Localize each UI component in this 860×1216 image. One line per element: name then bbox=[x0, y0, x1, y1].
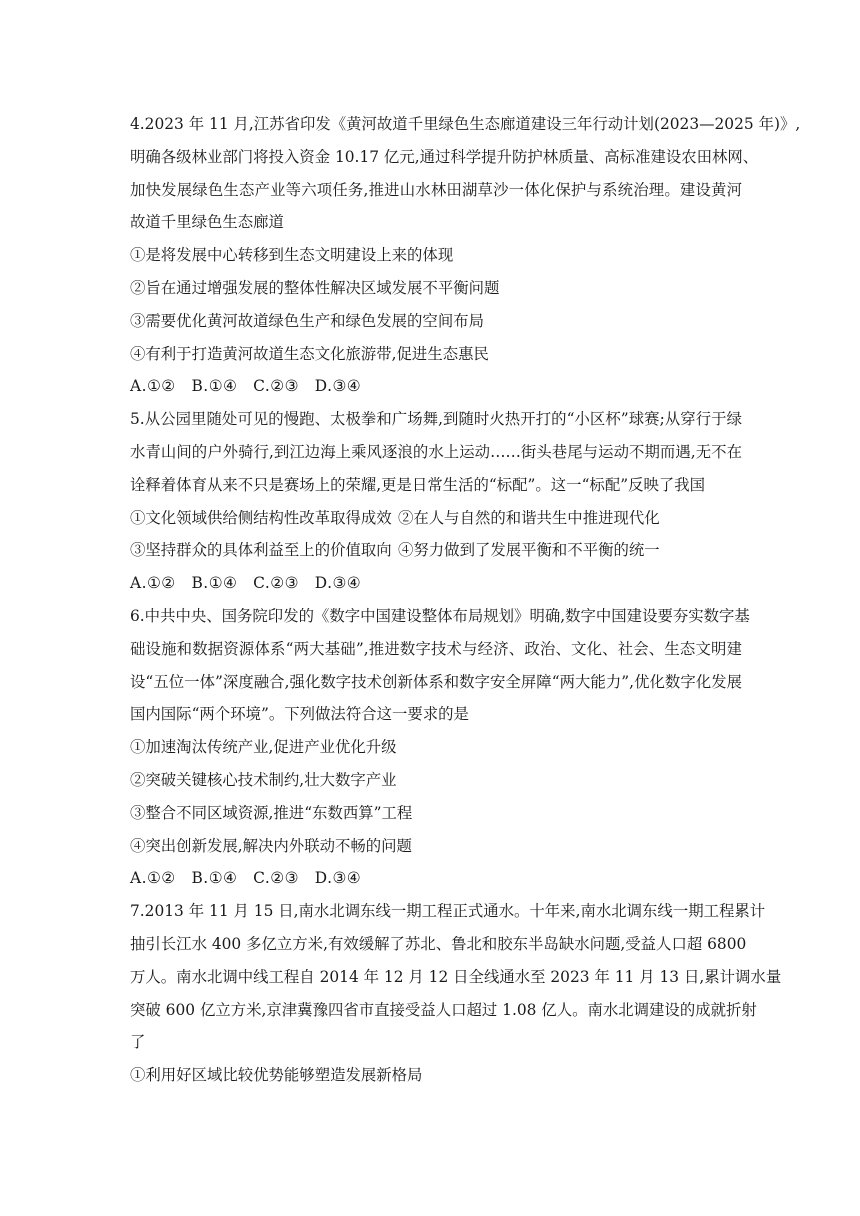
answer-item: ③坚持群众的具体利益至上的价值取向 bbox=[130, 541, 392, 560]
question-stem-line: 设“五位一体”深度融合,强化数字技术创新体系和数字安全屏障“两大能力”,优化数字化发展 bbox=[130, 672, 742, 691]
answer-item: ②突破关键核心技术制约,壮大数字产业 bbox=[130, 770, 397, 789]
answer-item-row bbox=[130, 534, 742, 567]
question-stem-line: 4.2023 年 11 月,江苏省印发《黄河故道千里绿色生态廊道建设三年行动计划(2023—2025 年)》, bbox=[130, 115, 801, 133]
answer-options: A.①② B.①④ C.②③ D.③④ bbox=[130, 377, 362, 396]
answer-item: ①文化领域供给侧结构性改革取得成效 bbox=[130, 508, 392, 527]
answer-item: ④突出创新发展,解决内外联动不畅的问题 bbox=[130, 836, 412, 855]
question-stem-line: 6.中共中央、国务院印发的《数字中国建设整体布局规划》明确,数字中国建设要夯实数字基 bbox=[130, 606, 750, 625]
answer-item: ④有利于打造黄河故道生态文化旅游带,促进生态惠民 bbox=[130, 344, 489, 363]
answer-options: A.①② B.①④ C.②③ D.③④ bbox=[130, 869, 362, 888]
answer-item: ①是将发展中心转移到生态文明建设上来的体现 bbox=[130, 246, 454, 265]
question-stem-line: 水青山间的户外骑行,到江边海上乘风逐浪的水上运动……街头巷尾与运动不期而遇,无不在 bbox=[130, 442, 742, 461]
answer-item: ②在人与自然的和谐共生中推进现代化 bbox=[398, 508, 660, 527]
question-stem-line: 万人。南水北调中线工程自 2014 年 12 月 12 日全线通水至 2023 年 11 月 13 日,累计调水量 bbox=[130, 967, 782, 986]
question-7 bbox=[130, 895, 782, 1092]
question-stem-line: 故道千里绿色生态廊道 bbox=[130, 213, 284, 232]
question-stem-line: 国内国际“两个环境”。下列做法符合这一要求的是 bbox=[130, 705, 469, 724]
answer-item: ③整合不同区域资源,推进“东数西算”工程 bbox=[130, 803, 413, 822]
question-stem-line: 突破 600 亿立方米,京津冀豫四省市直接受益人口超过 1.08 亿人。南水北调建设的成就折射 bbox=[130, 1000, 757, 1019]
answer-item: ④努力做到了发展平衡和不平衡的统一 bbox=[398, 541, 660, 560]
question-stem-line: 明确各级林业部门将投入资金 10.17 亿元,通过科学提升防护林质量、高标准建设农田林网、 bbox=[130, 147, 759, 166]
question-stem-line: 5.从公园里随处可见的慢跑、太极拳和广场舞,到随时火热开打的“小区杯”球赛;从穿行于绿 bbox=[130, 410, 742, 429]
question-5 bbox=[130, 403, 742, 600]
answer-item: ①利用好区域比较优势能够塑造发展新格局 bbox=[130, 1066, 423, 1085]
answer-item: ③需要优化黄河故道绿色生产和绿色发展的空间布局 bbox=[130, 311, 484, 330]
question-stem-line: 础设施和数据资源体系“两大基础”,推进数字技术与经济、政治、文化、社会、生态文明建 bbox=[130, 639, 742, 658]
question-stem-line: 抽引长江水 400 多亿立方米,有效缓解了苏北、鲁北和胶东半岛缺水问题,受益人口超 6800 bbox=[130, 934, 747, 953]
exam-page bbox=[130, 108, 801, 1092]
question-stem-line: 诠释着体育从来不只是赛场上的荣耀,更是日常生活的“标配”。这一“标配”反映了我国 bbox=[130, 475, 706, 494]
answer-options: A.①② B.①④ C.②③ D.③④ bbox=[130, 574, 362, 593]
question-stem-line: 加快发展绿色生态产业等六项任务,推进山水林田湖草沙一体化保护与系统治理。建设黄河 bbox=[130, 180, 742, 199]
question-stem-line: 7.2013 年 11 月 15 日,南水北调东线一期工程正式通水。十年来,南水北调东线一期工程累计 bbox=[130, 902, 766, 921]
question-4 bbox=[130, 108, 801, 403]
question-6 bbox=[130, 600, 750, 895]
question-stem-line: 了 bbox=[130, 1033, 146, 1052]
answer-item-row bbox=[130, 502, 742, 535]
answer-item: ②旨在通过增强发展的整体性解决区域发展不平衡问题 bbox=[130, 278, 500, 297]
answer-item: ①加速淘汰传统产业,促进产业优化升级 bbox=[130, 738, 397, 757]
